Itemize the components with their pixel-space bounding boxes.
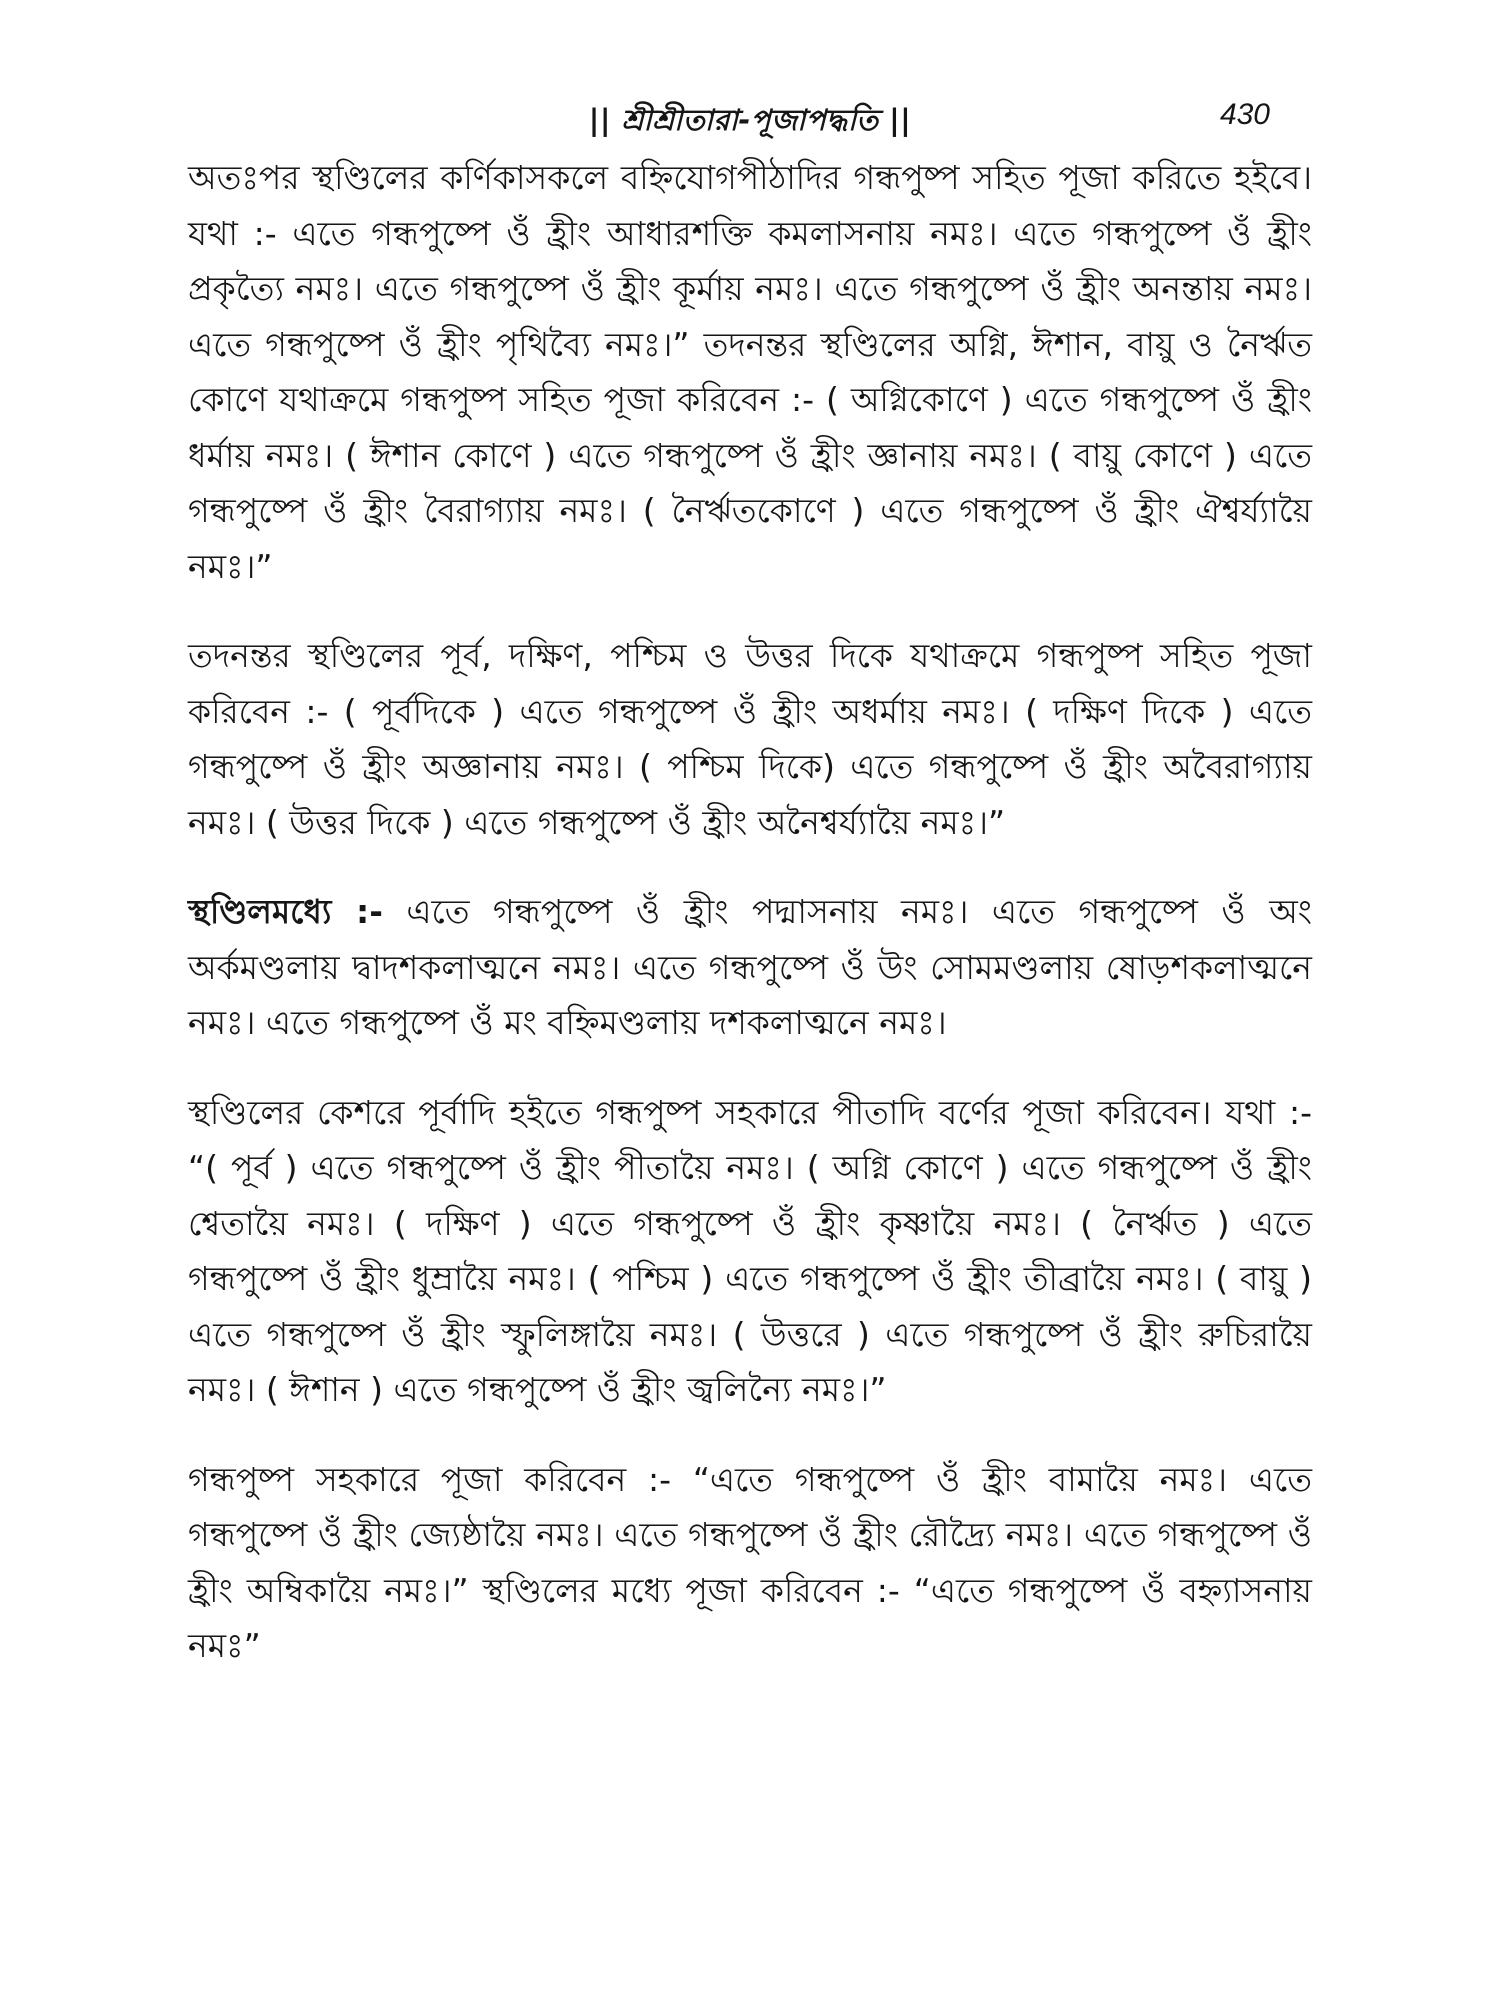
paragraph-lead: স্থণ্ডিলমধ্যে :- — [188, 892, 383, 931]
body-text — [188, 150, 1312, 1708]
page-header — [190, 98, 1310, 144]
paragraph-keshar-puja — [188, 1085, 1312, 1418]
paragraph-text: গন্ধপুষ্প সহকারে পূজা করিবেন :- “এতে গন্ধপুষ্পে ওঁ হ্রীং বামায়ৈ নমঃ। এতে গন্ধপুষ্পে ওঁ হ্রীং জ্যেষ্ঠায়ৈ নমঃ। এতে গন্ধপুষ্পে ওঁ হ্রীং রৌদ্র্যৈ নমঃ। এতে গন্ধপুষ্পে ওঁ হ্রীং অম্বিকায়ৈ নমঃ।” স্থণ্ডিলের মধ্যে পূজা করিবেন :- “এতে গন্ধপুষ্পে ওঁ বহ্ন্যাসনায় নমঃ” — [188, 1459, 1312, 1665]
paragraph-text: এতে গন্ধপুষ্পে ওঁ হ্রীং পদ্মাসনায় নমঃ। এতে গন্ধপুষ্পে ওঁ অং অর্কমণ্ডলায় দ্বাদশকলাত্মনে নমঃ। এতে গন্ধপুষ্পে ওঁ উং সোমমণ্ডলায় ষোড়শকলাত্মনে নমঃ। এতে গন্ধপুষ্পে ওঁ মং বহ্নিমণ্ডলায় দশকলাত্মনে নমঃ। — [188, 892, 1312, 1042]
paragraph-gandhapushpa-puja — [188, 1452, 1312, 1674]
paragraph-karnika-puja — [188, 150, 1312, 594]
paragraph-text: তদনন্তর স্থণ্ডিলের পূর্ব, দক্ষিণ, পশ্চিম ও উত্তর দিকে যথাক্রমে গন্ধপুষ্প সহিত পূজা করিবেন :- ( পূর্বদিকে ) এতে গন্ধপুষ্পে ওঁ হ্রীং অধর্মায় নমঃ। ( দক্ষিণ দিকে ) এতে গন্ধপুষ্পে ওঁ হ্রীং অজ্ঞানায় নমঃ। ( পশ্চিম দিকে) এতে গন্ধপুষ্পে ওঁ হ্রীং অবৈরাগ্যায় নমঃ। ( উত্তর দিকে ) এতে গন্ধপুষ্পে ওঁ হ্রীং অনৈশ্বর্য্যায়ৈ নমঃ।” — [188, 636, 1312, 842]
paragraph-text: অতঃপর স্থণ্ডিলের কর্ণিকাসকলে বহ্নিযোগপীঠাদির গন্ধপুষ্প সহিত পূজা করিতে হইবে। যথা :- এতে গন্ধপুষ্পে ওঁ হ্রীং আধারশক্তি কমলাসনায় নমঃ। এতে গন্ধপুষ্পে ওঁ হ্রীং প্রকৃত্যৈ নমঃ। এতে গন্ধপুষ্পে ওঁ হ্রীং কূর্মায় নমঃ। এতে গন্ধপুষ্পে ওঁ হ্রীং অনন্তায় নমঃ। এতে গন্ধপুষ্পে ওঁ হ্রীং পৃথিব্যৈ নমঃ।” তদনন্তর স্থণ্ডিলের অগ্নি, ঈশান, বায়ু ও নৈর্ঋত কোণে যথাক্রমে গন্ধপুষ্প সহিত পূজা করিবেন :- ( অগ্নিকোণে ) এতে গন্ধপুষ্পে ওঁ হ্রীং ধর্মায় নমঃ। ( ঈশান কোণে ) এতে গন্ধপুষ্পে ওঁ হ্রীং জ্ঞানায় নমঃ। ( বায়ু কোণে ) এতে গন্ধপুষ্পে ওঁ হ্রীং বৈরাগ্যায় নমঃ। ( নৈর্ঋতকোণে ) এতে গন্ধপুষ্পে ওঁ হ্রীং ঐশ্বর্য্যায়ৈ নমঃ।” — [188, 158, 1312, 586]
page-number: 430 — [1219, 98, 1270, 131]
paragraph-direction-puja — [188, 628, 1312, 850]
paragraph-text: স্থণ্ডিলের কেশরে পূর্বাদি হইতে গন্ধপুষ্প সহকারে পীতাদি বর্ণের পূজা করিবেন। যথা :- “( পূর্ব ) এতে গন্ধপুষ্পে ওঁ হ্রীং পীতায়ৈ নমঃ। ( অগ্নি কোণে ) এতে গন্ধপুষ্পে ওঁ হ্রীং শ্বেতায়ৈ নমঃ। ( দক্ষিণ ) এতে গন্ধপুষ্পে ওঁ হ্রীং কৃষ্ণায়ৈ নমঃ। ( নৈর্ঋত ) এতে গন্ধপুষ্পে ওঁ হ্রীং ধুম্রায়ৈ নমঃ। ( পশ্চিম ) এতে গন্ধপুষ্পে ওঁ হ্রীং তীব্রায়ৈ নমঃ। ( বায়ু ) এতে গন্ধপুষ্পে ওঁ হ্রীং স্ফুলিঙ্গায়ৈ নমঃ। ( উত্তরে ) এতে গন্ধপুষ্পে ওঁ হ্রীং রুচিরায়ৈ নমঃ। ( ঈশান ) এতে গন্ধপুষ্পে ওঁ হ্রীং জ্বলিন্যৈ নমঃ।” — [188, 1092, 1312, 1409]
paragraph-sthandil-madhye — [188, 884, 1312, 1051]
running-title: || শ্রীশ্রীতারা-পূজাপদ্ধতি || — [588, 103, 912, 137]
